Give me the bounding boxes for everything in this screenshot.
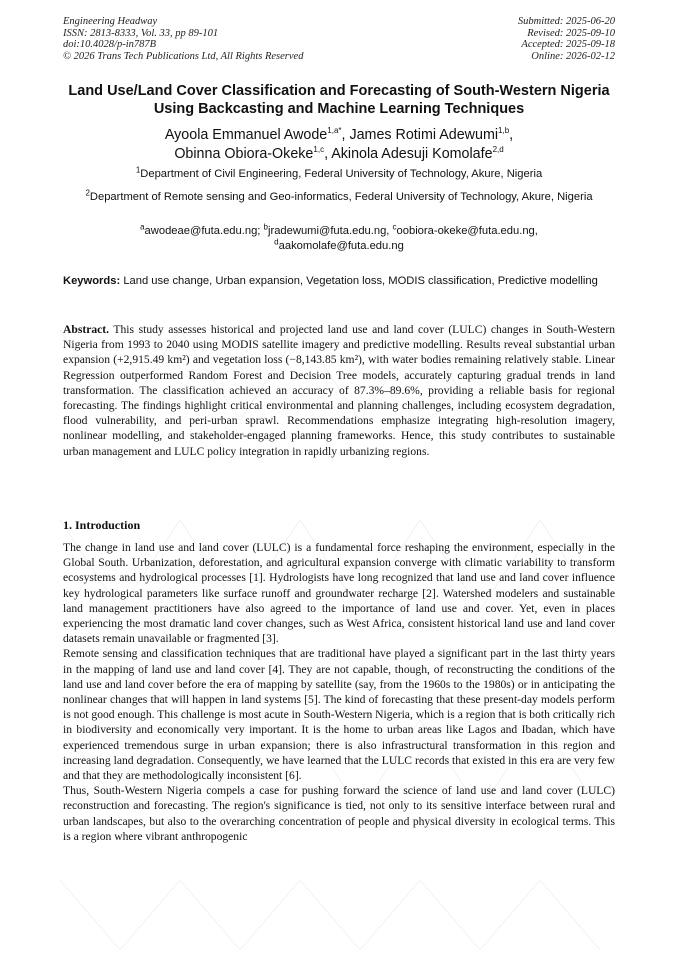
page-header [63,16,615,66]
journal-name: Engineering Headway [63,16,158,27]
affiliation-text: Department of Remote sensing and Geo-informatics, Federal University of Technology, Akure, Nigeria [89,191,593,203]
issn-line: ISSN: 2813-8333, Vol. 33, pp 89-101 [63,27,219,39]
submitted-date: Submitted: 2025-06-20 [517,16,615,27]
author-name: Akinola Adesuji Komolafe [331,146,493,162]
email-link[interactable]: oobiora-okeke@futa.edu.ng, [396,225,538,237]
email-link[interactable]: aakomolafe@futa.edu.ng [278,240,404,252]
affiliation-2 [63,189,615,205]
email-sup: d [274,237,279,247]
author-sup: 1,b [498,126,510,136]
keywords-text: Land use change, Urban expansion, Vegetation loss, MODIS classification, Predictive modelling [123,275,598,287]
header-left [63,16,303,62]
keywords-label: Keywords: [63,275,121,287]
header-right [518,16,615,62]
author-list: Ayoola Emmanuel Awode$^{1,a*}$, James Rotimi Adewumi$^{1,b}$, Obinna Obiora-Okeke$^{1,c}$, Akinola Adesuji Komolafe$^{2,d}$ [164,126,514,162]
section-heading-introduction: 1. Introduction [63,518,141,532]
copyright-line: © 2026 Trans Tech Publications Ltd, All Rights Reserved [63,50,304,62]
introduction-body [63,540,615,844]
author-name: Obinna Obiora-Okeke [174,146,314,162]
affiliation-1 [63,166,615,182]
email-sup: b [263,222,268,232]
affiliation-text: Department of Civil Engineering, Federal University of Technology, Akure, Nigeria [140,168,543,180]
accepted-date: Accepted: 2025-09-18 [521,39,615,50]
email-list [63,224,615,254]
online-date: Online: 2026-02-12 [531,50,615,62]
email-link[interactable]: jradewumi@futa.edu.ng, [267,225,390,237]
author-sup: 1,a* [327,126,342,136]
author-sup: 2,d [492,145,504,155]
doi-line[interactable]: doi:10.4028/p-in787B [63,39,157,50]
email-sup: c [392,222,397,232]
paragraph: The change in land use and land cover (LULC) is a fundamental force reshaping the environment, especially in the Global South. Urbanization, deforestation, and agricultural expansion converge with climatic variability to transform ecosystems and hydrological processes [1]. Hydrologists have long recognized that land use and land cover influence key hydrological parameters like surface runoff and groundwater recharge [2]. Watershed modelers and sustainable land management practitioners have also agreed to the importance of land use and cover. Yet, even in places experiencing the most dramatic land cover changes, such as West Africa, consistent historical land use and land cover datasets remain unavailable or fragmented [3]. [63,541,615,646]
keywords [63,274,615,289]
email-link[interactable]: awodeae@futa.edu.ng; [144,225,261,237]
abstract-label: Abstract. [63,323,110,336]
email-sup: a [140,222,145,232]
paragraph: Thus, South-Western Nigeria compels a case for pushing forward the science of land use and land cover (LULC) reconstruction and forecasting. The region's significance is tied, not only to its sensitive interface between rural and urban landscapes, but also to the overarching concentration of people and physical diversity in ecological terms. This is a region where vibrant anthropogenic [63,784,615,843]
author-sup: 1,c [313,145,325,155]
author-name: James Rotimi Adewumi [349,127,499,143]
author-name: Ayoola Emmanuel Awode [164,127,328,143]
paragraph: Remote sensing and classification techniques that are traditional have played a significant part in the last thirty years in the mapping of land use and land cover [4]. They are not capable, though, of reconstructing the conditions of the land use and land cover before the era of mapping by satellite (say, from the 1960s to the 1980s) or in anticipating the nonlinear changes that will happen in land systems [5]. The kind of forecasting that these present-day models perform is not good enough. This challenge is most acute in South-Western Nigeria, which is a region that is both critically rich in biodiversity and economically very important. It is the home to urban areas like Lagos and Ibadan, which have experienced tremendous surge in urban expansion; there is also infrastructural transformation in this region and increasing land degradation. Consequently, we have learned that the LULC records that existed in this era are very few and that they are methodologically inconsistent [6]. [63,647,615,783]
abstract-text: This study assesses historical and projected land use and land cover (LULC) changes in South-Western Nigeria from 1993 to 2040 using MODIS satellite imagery and predictive modelling. Results reveal substantial urban expansion (+2,915.49 km²) and vegetation loss (−8,143.85 km²), with water bodies remaining relatively stable. Linear Regression outperformed Random Forest and Decision Tree models, accurately capturing gradual trends in land transformation. The classification achieved an accuracy of 87.3%–89.6%, providing a reliable basis for regional forecasting. The findings highlight critical environmental and planning challenges, including ecosystem degradation, flood vulnerability, and peri-urban sprawl. Recommendations emphasize integrating high-resolution imagery, nonlinear modelling, and stakeholder-engaged planning frameworks. Hence, this study contributes to sustainable urban management and LULC policy integration in rapidly urbanizing regions. [63,323,615,458]
affiliation-sup: 2 [85,188,90,198]
paper-title: Land Use/Land Cover Classification and Forecasting of South-Western Nigeria Using Backcasting and Machine Learning Techniques [68,83,610,117]
revised-date: Revised: 2025-09-10 [527,27,615,39]
abstract [63,322,615,459]
affiliation-sup: 1 [135,165,141,175]
